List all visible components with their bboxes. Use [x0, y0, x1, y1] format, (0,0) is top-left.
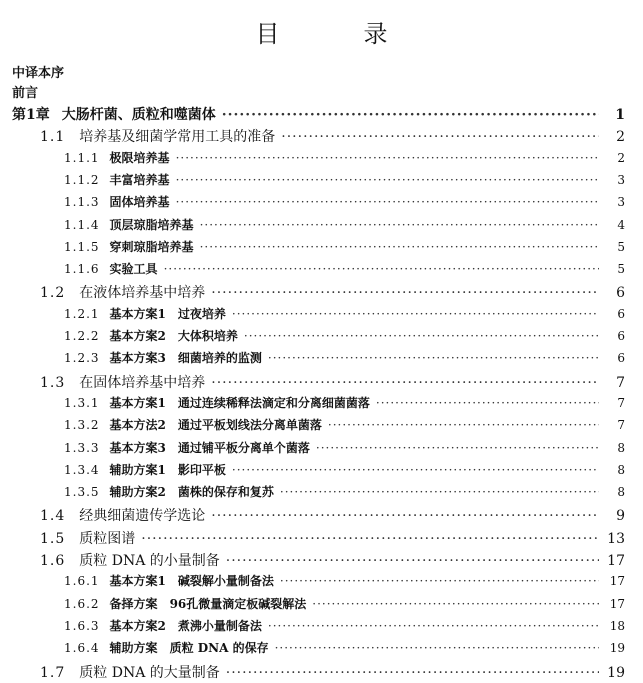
toc-entry-number: 1.1.5: [64, 240, 100, 254]
toc-entry-title: 辅助方案1: [109, 463, 166, 477]
toc-page-number: 17: [609, 597, 625, 611]
toc-entry-title: 基本方法2: [109, 418, 166, 432]
toc-page-number: 3: [617, 195, 625, 209]
toc-entry-subtitle: 96孔微量滴定板碱裂解法: [169, 597, 307, 611]
toc-entry[interactable]: [64, 171, 643, 188]
page-title: 目 录: [255, 20, 418, 48]
toc-entry-title: 在液体培养基中培养: [79, 285, 206, 301]
toc-entry-number: 1.6.3: [64, 619, 100, 633]
toc-entry-number: 1.6.2: [64, 597, 100, 611]
toc-entry-title: 质粒图谱: [79, 531, 136, 547]
toc-entry[interactable]: [64, 327, 643, 344]
toc-entry-subtitle: 过夜培养: [177, 307, 226, 321]
toc-entry-number: 1.1.2: [64, 173, 100, 187]
dot-leader: [211, 375, 599, 391]
toc-entry[interactable]: [64, 305, 643, 322]
dot-leader: [164, 262, 599, 276]
toc-entry[interactable]: [64, 483, 643, 500]
toc-entry-title: 质粒 DNA 的大量制备: [79, 665, 220, 681]
toc-entry[interactable]: [40, 126, 643, 146]
toc-entry-subtitle: 影印平板: [177, 463, 226, 477]
toc-entry-number: 1.3.1: [64, 396, 100, 410]
toc-entry[interactable]: [64, 260, 643, 277]
toc-entry[interactable]: [64, 439, 643, 456]
toc-entry[interactable]: [64, 416, 643, 433]
toc-page-number: 6: [616, 285, 625, 301]
dot-leader: [211, 285, 599, 301]
toc-entry-subtitle: 煮沸小量制备法: [177, 619, 262, 633]
toc-entry[interactable]: [64, 461, 643, 478]
dot-leader: [268, 351, 599, 365]
toc-entry-subtitle: 通过铺平板分离单个菌落: [177, 441, 310, 455]
toc-page-number: 6: [617, 307, 625, 321]
toc-entry-number: 1.1.1: [64, 151, 100, 165]
toc-entry-title: 基本方案2: [109, 619, 166, 633]
dot-leader: [176, 173, 599, 187]
toc-entry-title: 基本方案1: [109, 574, 166, 588]
toc-entry-number: 1.1.3: [64, 195, 100, 209]
dot-leader: [200, 240, 599, 254]
toc-page-number: 6: [617, 351, 625, 365]
dot-leader: [280, 574, 599, 588]
toc-entry-number: 1.2: [40, 285, 66, 301]
toc-entry-subtitle: 碱裂解小量制备法: [177, 574, 274, 588]
toc-page-number: 5: [617, 240, 625, 254]
toc-page-number: 19: [609, 641, 625, 655]
toc-entry-number: 第1章: [12, 107, 50, 123]
toc-page-number: 19: [607, 665, 625, 681]
toc-page-number: 17: [609, 574, 625, 588]
front-matter-item[interactable]: 前言: [12, 86, 39, 101]
toc-entry[interactable]: [64, 216, 643, 233]
toc-entry[interactable]: [64, 617, 643, 634]
dot-leader: [281, 129, 599, 145]
front-matter-item[interactable]: 中译本序: [12, 66, 65, 81]
toc-entry-title: 顶层琼脂培养基: [109, 218, 194, 232]
toc-entry-subtitle: 细菌培养的监测: [177, 351, 262, 365]
toc-entry-number: 1.3.5: [64, 485, 100, 499]
toc-entry-number: 1.3.4: [64, 463, 100, 477]
dot-leader: [316, 441, 599, 455]
toc-entry-title: 实验工具: [109, 262, 158, 276]
toc-page-number: 18: [609, 619, 625, 633]
dot-leader: [176, 195, 599, 209]
toc-entry-subtitle: 质粒 DNA 的保存: [169, 641, 269, 655]
toc-entry-title: 基本方案3: [109, 351, 166, 365]
toc-page-number: 6: [617, 329, 625, 343]
toc-page-number: 5: [617, 262, 625, 276]
dot-leader: [312, 597, 599, 611]
toc-entry-number: 1.6.4: [64, 641, 100, 655]
toc-entry[interactable]: [40, 550, 643, 570]
toc-entry-subtitle: 菌株的保存和复苏: [177, 485, 274, 499]
toc-page-number: 7: [616, 375, 625, 391]
toc-entry[interactable]: [40, 505, 643, 525]
toc-entry-title: 基本方案1: [109, 396, 166, 410]
dot-leader: [275, 641, 599, 655]
toc-page-number: 4: [617, 218, 625, 232]
toc-entry-number: 1.7: [40, 665, 66, 681]
toc-page-number: 8: [617, 441, 625, 455]
toc-page-number: 2: [616, 129, 625, 145]
dot-leader: [222, 107, 599, 123]
dot-leader: [244, 329, 599, 343]
toc-page-number: 1: [615, 107, 625, 123]
toc-entry[interactable]: [64, 394, 643, 411]
toc-entry-number: 1.3.2: [64, 418, 100, 432]
dot-leader: [232, 307, 599, 321]
toc-entry-title: 基本方案2: [109, 329, 166, 343]
toc-page-number: 7: [617, 418, 625, 432]
toc-entry-subtitle: 大体积培养: [177, 329, 238, 343]
toc-entry[interactable]: [64, 639, 643, 656]
toc-entry-number: 1.6.1: [64, 574, 100, 588]
toc-entry-number: 1.1: [40, 129, 66, 145]
toc-page-number: 7: [617, 396, 625, 410]
toc-entry[interactable]: [64, 238, 643, 255]
dot-leader: [141, 531, 599, 547]
toc-entry-title: 穿刺琼脂培养基: [109, 240, 194, 254]
toc-page-number: 17: [607, 553, 625, 569]
toc-entry-title: 丰富培养基: [109, 173, 170, 187]
toc-entry-title: 极限培养基: [109, 151, 170, 165]
toc-entry-title: 辅助方案: [109, 641, 158, 655]
toc-entry[interactable]: [64, 193, 643, 210]
toc-entry-title: 质粒 DNA 的小量制备: [79, 553, 220, 569]
toc-entry-number: 1.2.2: [64, 329, 100, 343]
toc-entry-number: 1.5: [40, 531, 66, 547]
toc-entry-subtitle: 通过连续稀释法滴定和分离细菌菌落: [177, 396, 370, 410]
toc-entry-title: 培养基及细菌学常用工具的准备: [79, 129, 276, 145]
toc-entry-title: 在固体培养基中培养: [79, 375, 206, 391]
dot-leader: [226, 665, 599, 681]
toc-entry[interactable]: [64, 349, 643, 366]
dot-leader: [200, 218, 599, 232]
toc-page-number: 9: [616, 508, 625, 524]
toc-entry-number: 1.1.4: [64, 218, 100, 232]
toc-page-number: 13: [607, 531, 625, 547]
toc-entry-number: 1.6: [40, 553, 66, 569]
toc-entry-number: 1.3.3: [64, 441, 100, 455]
toc-entry-number: 1.2.1: [64, 307, 100, 321]
toc-entry-subtitle: 通过平板划线法分离单菌落: [177, 418, 322, 432]
toc-page-number: 8: [617, 485, 625, 499]
toc-entry[interactable]: [40, 282, 643, 302]
dot-leader: [268, 619, 599, 633]
toc-page-number: 2: [617, 151, 625, 165]
toc-entry-number: 1.2.3: [64, 351, 100, 365]
toc-entry-title: 固体培养基: [109, 195, 170, 209]
dot-leader: [328, 418, 599, 432]
toc-entry-title: 备择方案: [109, 597, 158, 611]
toc-entry[interactable]: [12, 104, 643, 124]
toc-entry-number: 1.3: [40, 375, 66, 391]
toc-entry-title: 大肠杆菌、质粒和噬菌体: [61, 107, 216, 123]
toc-entry-title: 基本方案1: [109, 307, 166, 321]
toc-entry[interactable]: [64, 149, 643, 166]
dot-leader: [176, 151, 599, 165]
toc-entry[interactable]: [64, 595, 643, 612]
dot-leader: [226, 553, 599, 569]
dot-leader: [211, 508, 599, 524]
toc-entry[interactable]: [40, 528, 643, 548]
toc-entry-title: 经典细菌遗传学选论: [79, 508, 206, 524]
toc-entry-number: 1.4: [40, 508, 66, 524]
toc-entry-title: 基本方案3: [109, 441, 166, 455]
dot-leader: [376, 396, 599, 410]
toc-entry[interactable]: [40, 662, 643, 682]
dot-leader: [232, 463, 599, 477]
toc-page-number: 3: [617, 173, 625, 187]
dot-leader: [280, 485, 599, 499]
toc-entry-number: 1.1.6: [64, 262, 100, 276]
toc-entry-title: 辅助方案2: [109, 485, 166, 499]
toc-entry[interactable]: [40, 372, 643, 392]
toc-entry[interactable]: [64, 572, 643, 589]
toc-page-number: 8: [617, 463, 625, 477]
